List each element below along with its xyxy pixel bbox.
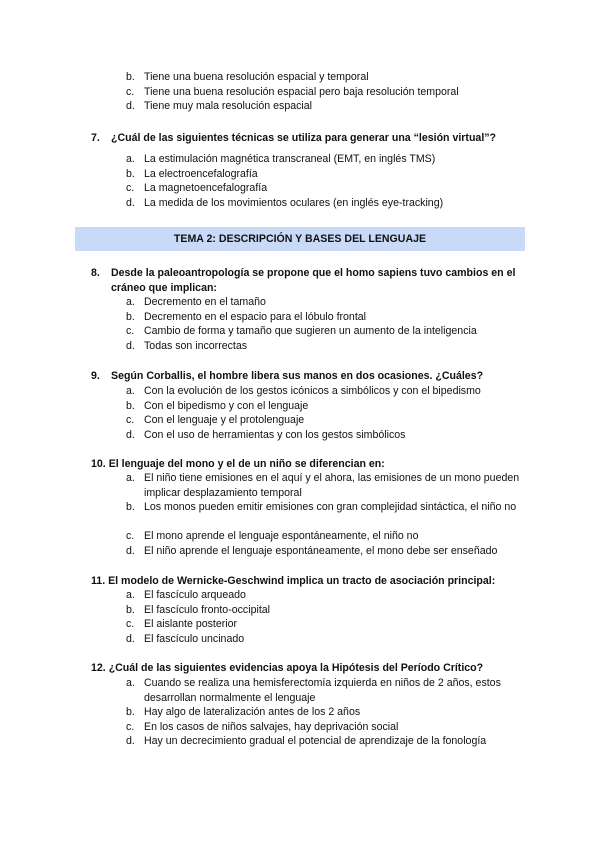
question-10-options <box>0 471 600 558</box>
option-c: c. La magnetoencefalografía <box>126 182 268 195</box>
option-c: c. Tiene una buena resolución espacial pero baja resolución temporal <box>126 85 459 98</box>
question-number: 10. <box>91 458 106 470</box>
question-7 <box>91 131 531 146</box>
question-9 <box>91 369 531 384</box>
option-d: d. Con el uso de herramientas y con los gestos simbólicos <box>126 428 406 441</box>
option-d: d. El niño aprende el lenguaje espontáneamente, el mono debe ser enseñado <box>126 544 498 557</box>
question-11 <box>91 574 531 589</box>
prev-question-options <box>0 70 600 114</box>
option-c: c. Cambio de forma y tamaño que sugieren un aumento de la inteligencia <box>126 325 477 338</box>
question-9-options <box>0 384 600 442</box>
question-number: 7. <box>91 132 100 144</box>
option-c: c. Con el lenguaje y el protolenguaje <box>126 414 305 427</box>
option-c: c. En los casos de niños salvajes, hay deprivación social <box>126 720 399 733</box>
option-d: d. Todas son incorrectas <box>126 339 248 352</box>
option-d: d. La medida de los movimientos oculares (en inglés eye-tracking) <box>126 196 444 209</box>
option-d: d. Tiene muy mala resolución espacial <box>126 100 313 113</box>
question-8-options <box>0 295 600 353</box>
question-8 <box>91 266 521 296</box>
option-d: d. Hay un decrecimiento gradual el potencial de aprendizaje de la fonología <box>126 735 487 748</box>
option-a: a. Cuando se realiza una hemisferectomía izquierda en niños de 2 años, estos desarrollan normalmente el lenguaje <box>126 677 501 704</box>
option-a: a. El niño tiene emisiones en el aquí y el ahora, las emisiones de un mono pueden implicar desplazamiento temporal <box>126 472 520 499</box>
option-c: c. El aislante posterior <box>126 618 238 631</box>
question-text: El modelo de Wernicke-Geschwind implica un tracto de asociación principal: <box>108 575 496 587</box>
option-b: b. Decremento en el espacio para el lóbulo frontal <box>126 310 367 323</box>
question-11-options <box>0 588 600 646</box>
question-text: ¿Cuál de las siguientes técnicas se utiliza para generar una “lesión virtual”? <box>111 132 497 144</box>
question-text: ¿Cuál de las siguientes evidencias apoya la Hipótesis del Período Crítico? <box>108 662 484 674</box>
question-number: 8. <box>91 267 100 279</box>
question-number: 11. <box>91 575 106 587</box>
question-text: Desde la paleoantropología se propone que el homo sapiens tuvo cambios en el cráneo que implican: <box>111 267 516 294</box>
option-b: b. Con el bipedismo y con el lenguaje <box>126 399 309 412</box>
option-b: b. Tiene una buena resolución espacial y temporal <box>126 71 369 83</box>
option-b: b. Hay algo de lateralización antes de los 2 años <box>126 706 361 718</box>
question-text: El lenguaje del mono y el de un niño se diferencian en: <box>108 458 385 470</box>
question-12-options <box>0 676 600 749</box>
topic-header: TEMA 2: DESCRIPCIÓN Y BASES DEL LENGUAJE <box>75 227 525 251</box>
question-text: Según Corballis, el hombre libera sus manos en dos ocasiones. ¿Cuáles? <box>111 370 484 382</box>
option-b: b. La electroencefalografía <box>126 167 258 180</box>
option-a: a. La estimulación magnética transcraneal (EMT, en inglés TMS) <box>126 153 436 165</box>
question-10 <box>91 457 531 472</box>
question-7-options <box>0 152 600 210</box>
question-number: 9. <box>91 370 100 382</box>
option-a: a. Decremento en el tamaño <box>126 296 266 308</box>
question-number: 12. <box>91 662 106 674</box>
question-12 <box>91 661 531 676</box>
option-d: d. El fascículo uncinado <box>126 632 245 645</box>
option-c: c. El mono aprende el lenguaje espontáneamente, el niño no <box>126 530 419 542</box>
option-a: a. Con la evolución de los gestos icónicos a simbólicos y con el bipedismo <box>126 385 481 397</box>
option-b: b. El fascículo fronto-occipital <box>126 603 271 616</box>
option-a: a. El fascículo arqueado <box>126 589 246 601</box>
option-b: b. Los monos pueden emitir emisiones con gran complejidad sintáctica, el niño no <box>126 501 517 513</box>
